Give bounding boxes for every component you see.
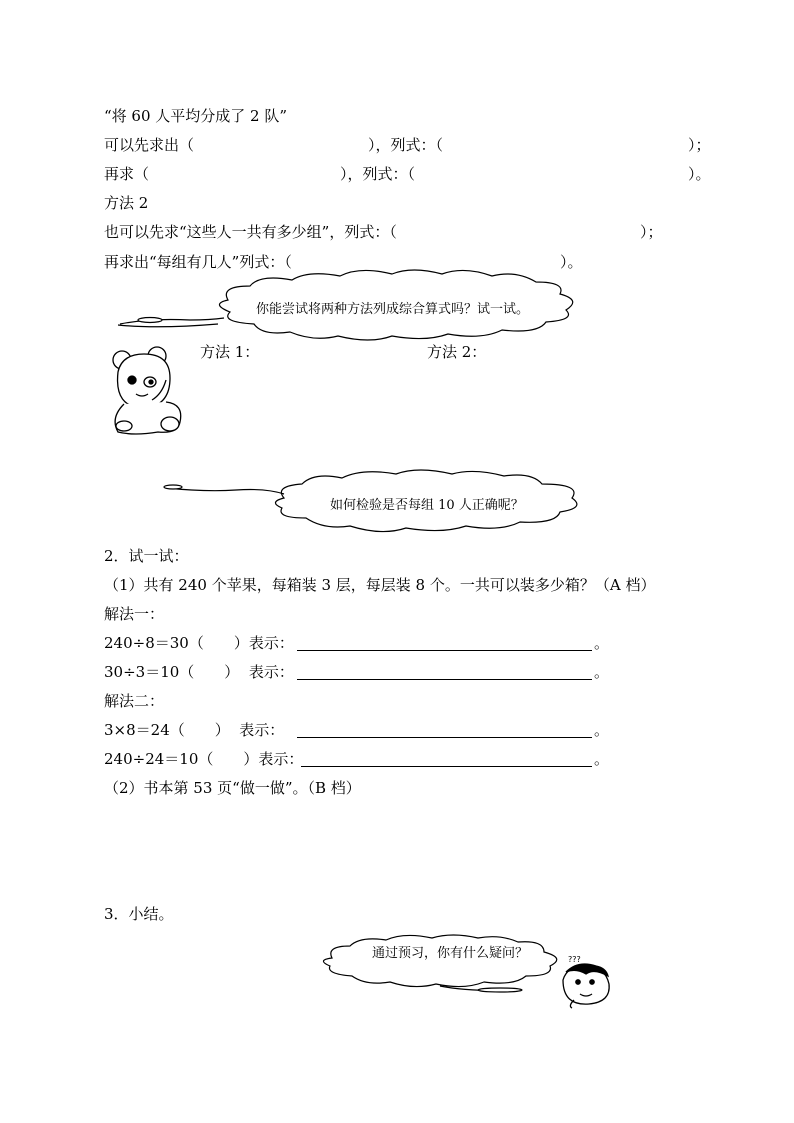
text-line-6a: 再求出“每组有几人”列式：（ [104,253,292,271]
text-line-5b: ）； [640,223,663,241]
thought-cloud-3 [323,935,556,992]
equation-2: 30÷3＝10（ ） 表示： [104,663,294,681]
text-line-3b: ），列式：（ [340,165,416,183]
equation-3: 3×8＝24（ ） 表示： [104,721,285,739]
answer-line-2[interactable] [297,679,592,680]
answer-line-3[interactable] [297,737,592,738]
method2-label: 方法 2 [104,194,149,212]
method1-label: 方法 1： [200,343,260,361]
text-line-3c: ）。 [688,165,711,183]
text-line-5a: 也可以先求“这些人一共有多少组”，列式：（ [104,223,397,241]
svg-text:???: ??? [568,955,581,964]
section2-heading: 2．试一试： [104,547,189,565]
cloud2-text: 如何检验是否每组 10 人正确呢？ [330,498,524,513]
cloud1-text: 你能尝试将两种方法列成综合算式吗？试一试。 [256,302,530,317]
period-1: 。 [594,634,610,652]
period-4: 。 [594,750,610,768]
text-line-1: “将 60 人平均分成了 2 队” [104,107,288,125]
period-3: 。 [594,721,610,739]
question-2: （2）书本第 53 页“做一做”。（B 档） [104,779,361,797]
teddy-bear-illustration [113,347,181,434]
period-2: 。 [594,663,610,681]
solution2-label: 解法二： [104,692,165,710]
text-line-6b: ）。 [560,253,583,271]
method2-sum-label: 方法 2： [427,343,487,361]
answer-line-4[interactable] [301,766,592,767]
answer-line-1[interactable] [297,650,592,651]
question-1: （1）共有 240 个苹果，每箱装 3 层，每层装 8 个。一共可以装多少箱？（A 档） [104,576,656,594]
text-line-2b: ），列式：（ [368,136,444,154]
solution1-label: 解法一： [104,605,165,623]
section3-heading: 3．小结。 [104,905,174,923]
boy-face-illustration [563,955,609,1008]
equation-1: 240÷8＝30（ ）表示： [104,634,294,652]
text-line-3a: 再求（ [104,165,150,183]
cloud3-text: 通过预习，你有什么疑问？ [372,946,529,961]
text-line-2a: 可以先求出（ [104,136,195,154]
text-line-2c: ）； [688,136,711,154]
equation-4: 240÷24＝10（ ）表示： [104,750,304,768]
